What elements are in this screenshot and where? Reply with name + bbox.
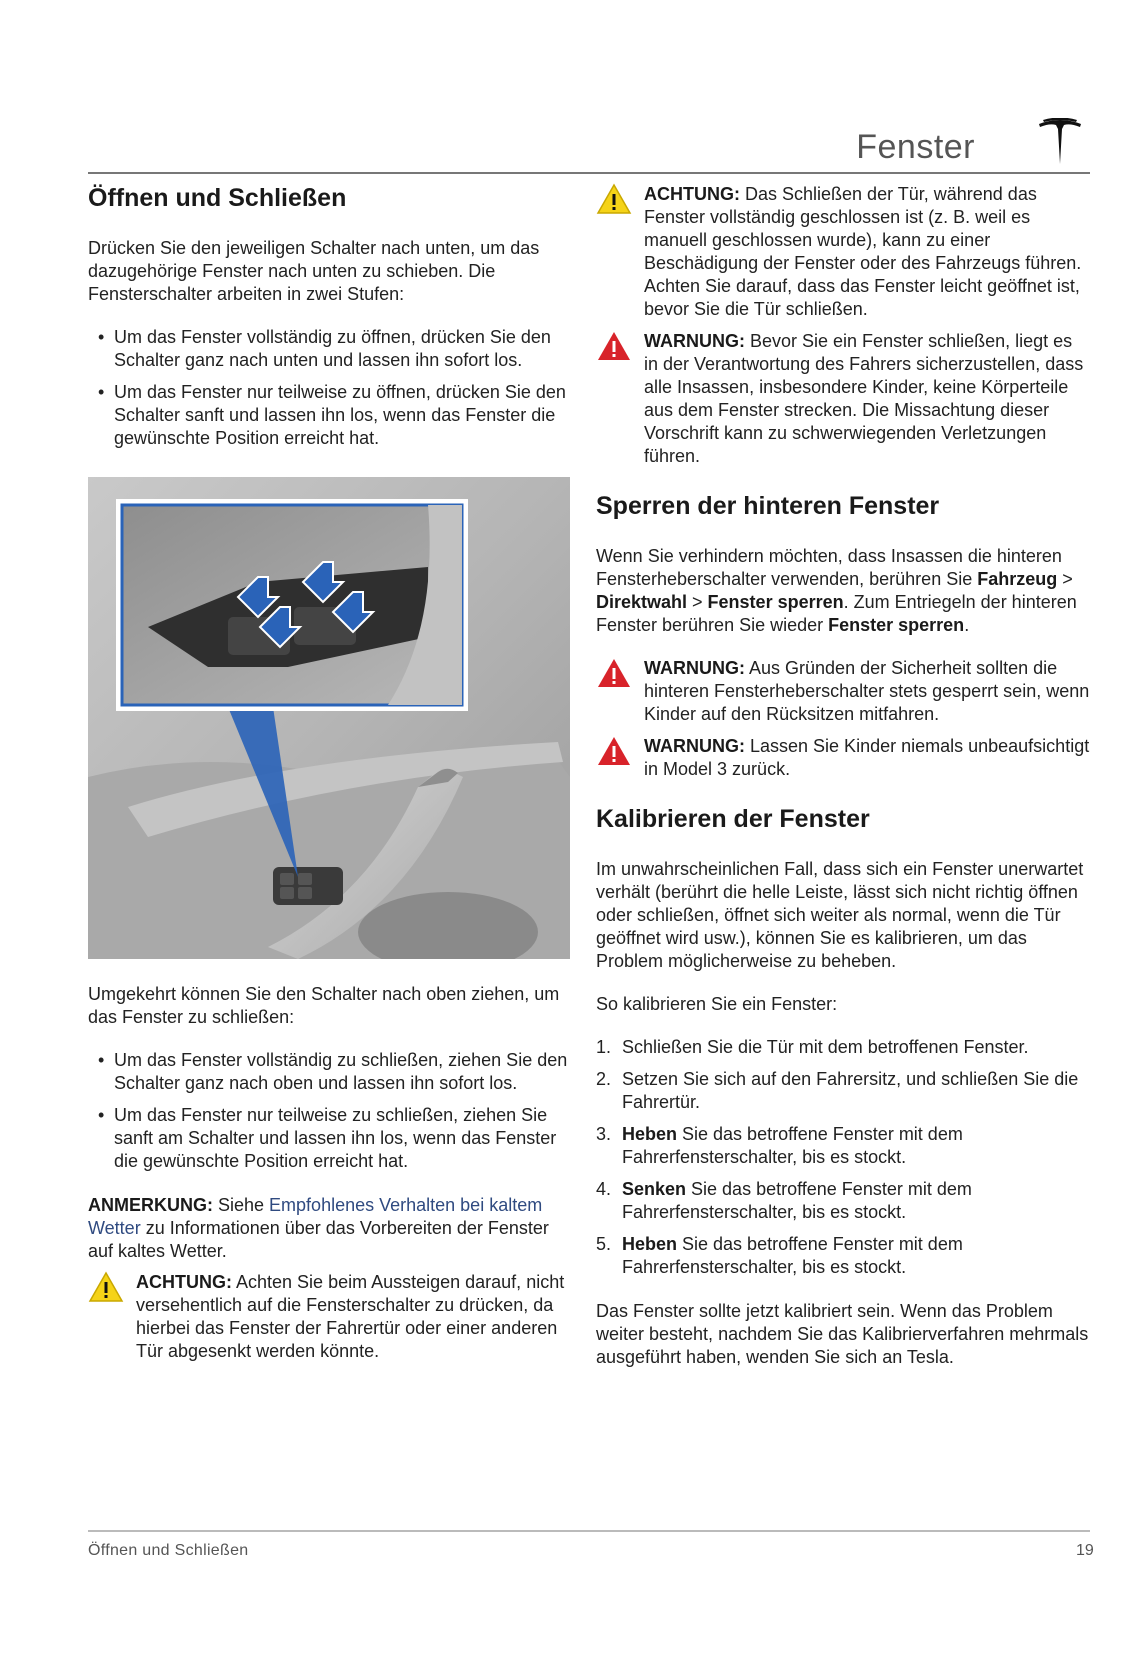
menu-vehicle: Fahrzeug (977, 569, 1058, 589)
warning-text: Aus Gründen der Sicherheit sollten die hinteren Fensterheberschalter stets gesperrt sein, wenn Kinder auf den Rücksitzen mitfahren. (644, 658, 1090, 724)
step-number: 4. (596, 1179, 612, 1199)
right-column (596, 183, 1090, 1369)
door-window-switch-illustration (88, 477, 570, 959)
intro-paragraph: Drücken Sie den jeweiligen Schalter nach unten, um das dazugehörige Fenster nach unten zu schieben. Die Fensterschalter arbeiten in zwei Stufen: (88, 238, 540, 304)
caution-text: Achten Sie beim Aussteigen darauf, nicht versehentlich auf die Fensterschalter zu drücken, da hierbei das Fenster der Fahrertür oder einer anderen Tür abgesenkt werden könnte. (136, 1272, 565, 1361)
calibrate-outro: Das Fenster sollte jetzt kalibriert sein. Wenn das Problem weiter besteht, nachdem Sie das Kalibrierverfahren mehrmals ausgeführt haben, wenden Sie sich an Tesla. (596, 1301, 1089, 1367)
step-text: Sie das betroffene Fenster mit dem Fahrerfensterschalter, bis es stockt. (622, 1179, 972, 1222)
left-column (88, 183, 570, 1372)
note-text-pre: Siehe (213, 1195, 270, 1215)
lock-text-end: . (964, 615, 970, 635)
list-item: • Um das Fenster nur teilweise zu schließen, ziehen Sie sanft am Schalter und lassen ihn los, wenn das Fenster die gewünschte Position erreicht hat. (88, 1104, 570, 1173)
step-text: Sie das betroffene Fenster mit dem Fahrerfensterschalter, bis es stockt. (622, 1124, 963, 1167)
calibrate-howto: So kalibrieren Sie ein Fenster: (596, 994, 838, 1014)
caution-label: ACHTUNG: (136, 1272, 232, 1292)
header-rule (88, 172, 1090, 174)
warning-label: WARNUNG: (644, 658, 745, 678)
page-number: 19 (1076, 1542, 1094, 1559)
step-text: Sie das betroffene Fenster mit dem Fahrerfensterschalter, bis es stockt. (622, 1234, 963, 1277)
warning-icon (596, 657, 632, 689)
lock-text-mid: . Zum Entriegeln der hinteren Fenster berühren Sie wieder (596, 592, 1077, 635)
list-item (596, 1233, 1090, 1279)
step-number: 3. (596, 1124, 612, 1144)
warning-text: Bevor Sie ein Fenster schließen, liegt es in der Verantwortung des Fahrers sicherzustellen, dass alle Insassen, insbesondere Kinder, keine Körperteile aus dem Fenster strecken. Die Missachtung dieser Vorschrift kann zu schwerwiegenden Verletzungen führen. (644, 331, 1084, 466)
list-item: • Um das Fenster vollständig zu schließen, ziehen Sie den Schalter ganz nach oben und lassen ihn sofort los. (88, 1049, 570, 1095)
step-number: 2. (596, 1069, 612, 1089)
menu-quick-controls: Direktwahl (596, 592, 688, 612)
section-heading-calibrate: Kalibrieren der Fenster (596, 805, 870, 833)
caution-text: Das Schließen der Tür, während das Fenster vollständig geschlossen ist (z. B. weil es manuell geschlossen wurde), kann zu einer Beschädigung der Fenster oder des Fahrzeugs führen. Achten Sie darauf, dass das Fenster leicht geöffnet ist, bevor Sie die Tür schließen. (644, 184, 1082, 319)
caution-notice (596, 183, 1090, 321)
note-paragraph (88, 1194, 570, 1263)
step-text: Setzen Sie sich auf den Fahrersitz, und schließen Sie die Fahrertür. (622, 1069, 1079, 1112)
warning-text: Lassen Sie Kinder niemals unbeaufsichtigt in Model 3 zurück. (644, 736, 1090, 779)
lock-text-pre: Wenn Sie verhindern möchten, dass Insassen die hinteren Fensterheberschalter verwenden, berühren Sie (596, 546, 1062, 589)
calibrate-steps (596, 1036, 1090, 1279)
warning-notice (596, 330, 1090, 468)
section-heading-open-close: Öffnen und Schließen (88, 184, 347, 212)
menu-sep: > (687, 592, 708, 612)
warning-notice (596, 657, 1090, 726)
caution-icon (596, 183, 632, 215)
close-intro-paragraph: Umgekehrt können Sie den Schalter nach oben ziehen, um das Fenster zu schließen: (88, 984, 560, 1027)
footer-rule (88, 1530, 1090, 1532)
close-bullet-list (88, 1049, 570, 1173)
list-item (596, 1178, 1090, 1224)
step-action: Heben (622, 1234, 678, 1254)
warning-label: WARNUNG: (644, 736, 745, 756)
warning-icon (596, 330, 632, 362)
menu-sep: > (1057, 569, 1073, 589)
note-label: ANMERKUNG: (88, 1195, 213, 1215)
page-title: Fenster (856, 128, 975, 166)
lock-paragraph (596, 545, 1090, 637)
warning-label: WARNUNG: (644, 331, 745, 351)
list-item (596, 1068, 1090, 1114)
tesla-logo-icon (1037, 118, 1083, 166)
step-number: 1. (596, 1037, 612, 1057)
step-text: Schließen Sie die Tür mit dem betroffenen Fenster. (622, 1037, 1029, 1057)
step-action: Senken (622, 1179, 687, 1199)
caution-notice (88, 1271, 570, 1363)
calibrate-intro: Im unwahrscheinlichen Fall, dass sich ein Fenster unerwartet verhält (berührt die helle Leiste, lässt sich nicht richtig öffnen oder schließen, öffnet sich weiter als normal, wenn die Tür geöffnet wird usw.), können Sie es kalibrieren, um das Problem möglicherweise zu beheben. (596, 859, 1084, 971)
note-text-post: zu Informationen über das Vorbereiten der Fenster auf kaltes Wetter. (88, 1218, 549, 1261)
caution-icon (88, 1271, 124, 1303)
list-item (596, 1036, 1090, 1059)
caution-label: ACHTUNG: (644, 184, 740, 204)
step-number: 5. (596, 1234, 612, 1254)
open-bullet-list (88, 326, 570, 450)
list-item (596, 1123, 1090, 1169)
step-action: Heben (622, 1124, 678, 1144)
warning-notice (596, 735, 1090, 781)
menu-lock-windows-again: Fenster sperren (828, 615, 965, 635)
list-item: • Um das Fenster vollständig zu öffnen, drücken Sie den Schalter ganz nach unten und lassen ihn sofort los. (88, 326, 570, 372)
menu-lock-windows: Fenster sperren (707, 592, 844, 612)
list-item: • Um das Fenster nur teilweise zu öffnen, drücken Sie den Schalter sanft und lassen ihn los, wenn das Fenster die gewünschte Position erreicht hat. (88, 381, 570, 450)
footer-section: Öffnen und Schließen (88, 1542, 249, 1559)
warning-icon (596, 735, 632, 767)
cold-weather-link[interactable]: Empfohlenes Verhalten bei kaltem Wetter (88, 1195, 543, 1238)
section-heading-lock-rear: Sperren der hinteren Fenster (596, 492, 940, 520)
